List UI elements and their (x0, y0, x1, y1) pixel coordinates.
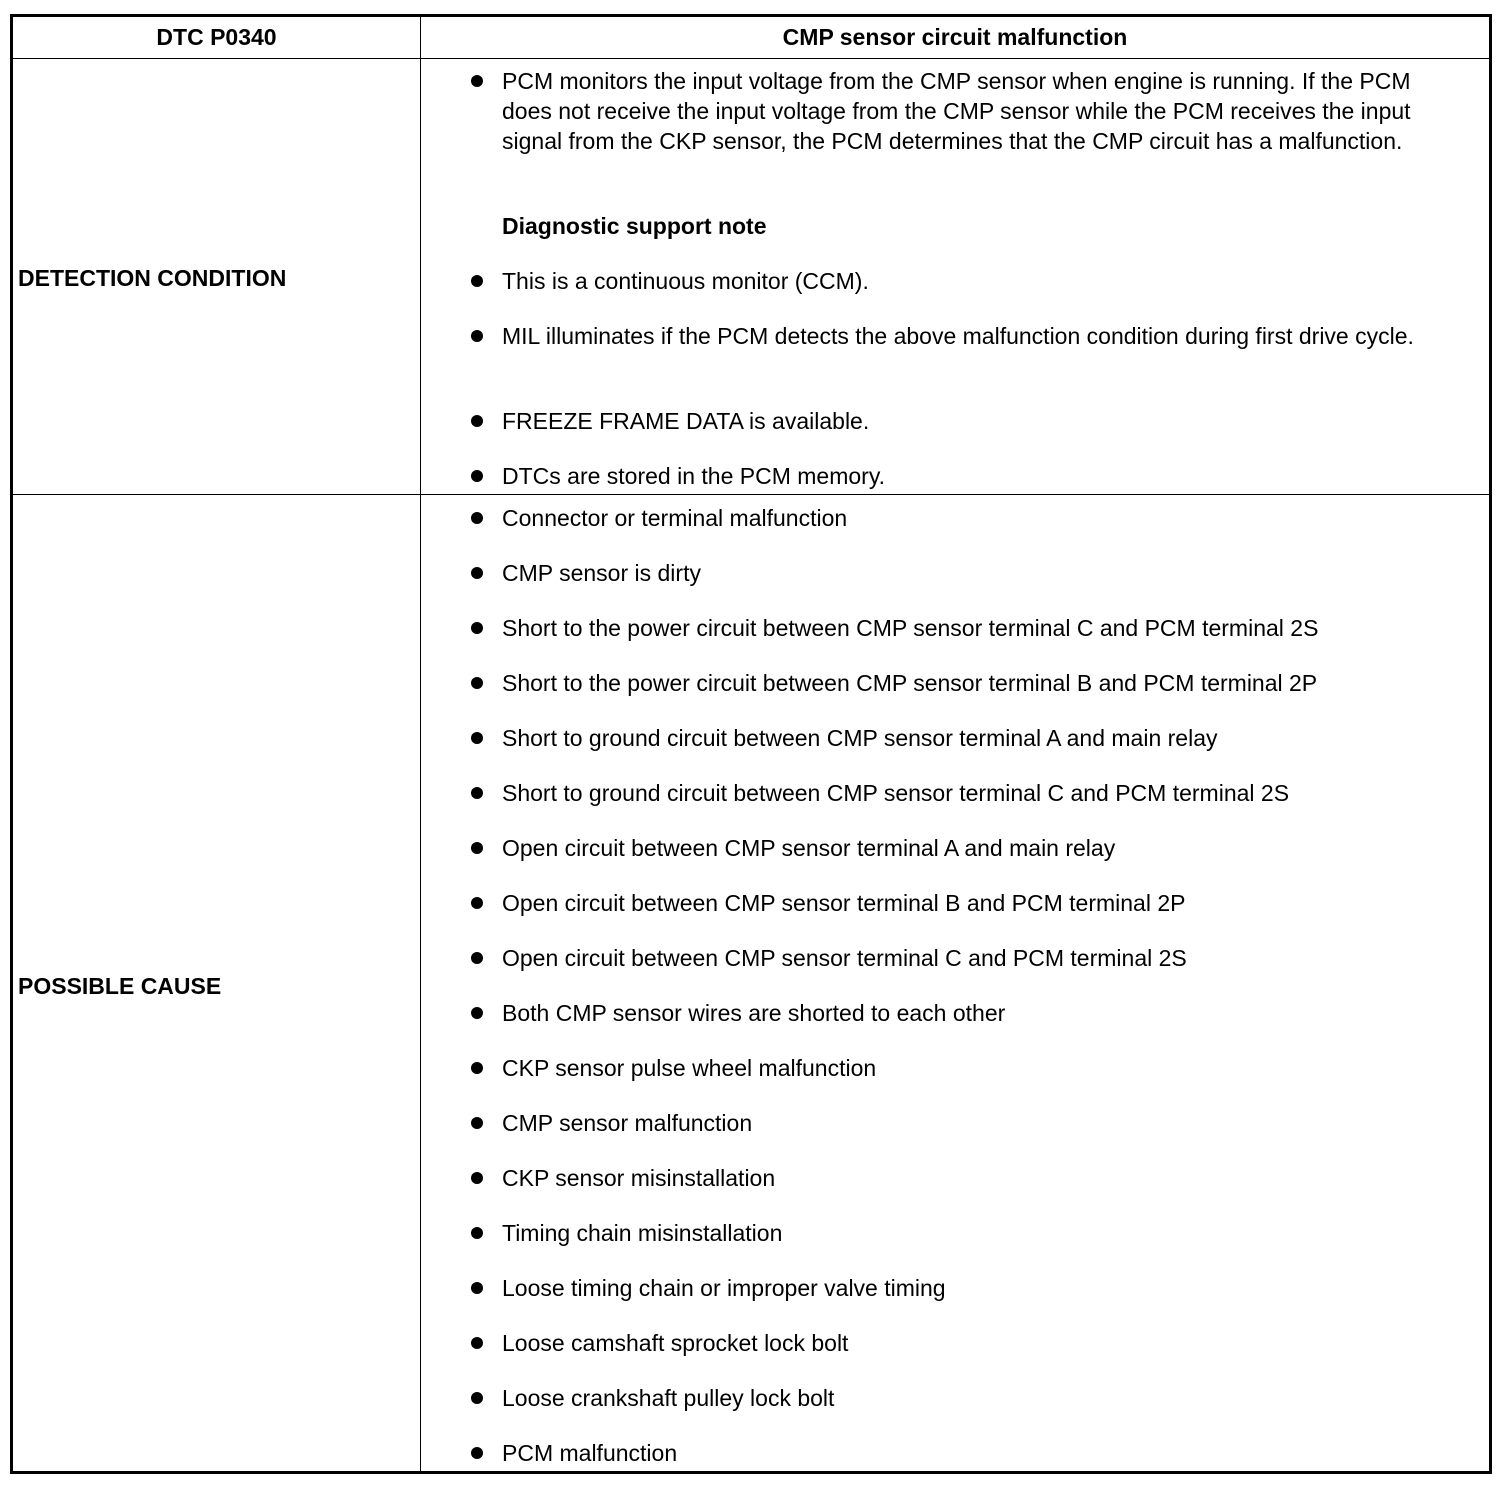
cause-item: CKP sensor pulse wheel malfunction (502, 1053, 1462, 1083)
cause-item: CKP sensor misinstallation (502, 1163, 1462, 1193)
cause-item: Short to ground circuit between CMP sensor terminal C and PCM terminal 2S (502, 778, 1462, 808)
cause-item: Both CMP sensor wires are shorted to each other (502, 998, 1462, 1028)
cause-item: Connector or terminal malfunction (502, 503, 1462, 533)
cause-item: Timing chain misinstallation (502, 1218, 1462, 1248)
dtc-code-header: DTC P0340 (156, 24, 277, 50)
cause-item: PCM malfunction (502, 1438, 1462, 1468)
header-divider (10, 58, 1492, 59)
diagnostic-note-heading: Diagnostic support note (502, 213, 767, 239)
cause-item: Open circuit between CMP sensor terminal B and PCM terminal 2P (502, 888, 1462, 918)
column-divider (420, 14, 421, 1474)
cause-item: Open circuit between CMP sensor terminal C and PCM terminal 2S (502, 943, 1462, 973)
row-divider (10, 494, 1492, 495)
cause-item: Open circuit between CMP sensor terminal A and main relay (502, 833, 1462, 863)
possible-cause-label: POSSIBLE CAUSE (18, 973, 222, 999)
detection-note-item: DTCs are stored in the PCM memory. (502, 461, 1462, 491)
detection-condition-label: DETECTION CONDITION (18, 265, 287, 291)
cause-item: Short to the power circuit between CMP sensor terminal B and PCM terminal 2P (502, 668, 1462, 698)
cause-item: CMP sensor malfunction (502, 1108, 1462, 1138)
cause-item: Loose timing chain or improper valve timing (502, 1273, 1462, 1303)
detection-note-item: This is a continuous monitor (CCM). (502, 266, 1462, 296)
cause-item: Loose crankshaft pulley lock bolt (502, 1383, 1462, 1413)
cause-item: CMP sensor is dirty (502, 558, 1462, 588)
cause-item: Loose camshaft sprocket lock bolt (502, 1328, 1462, 1358)
detection-intro: PCM monitors the input voltage from the CMP sensor when engine is running. If the PCM does not receive the input voltage from the CMP sensor while the PCM receives the input signal from the CKP sensor, the PCM determines that the CMP circuit has a malfunction. (502, 66, 1462, 156)
cause-item: Short to the power circuit between CMP sensor terminal C and PCM terminal 2S (502, 613, 1462, 643)
detection-note-item: MIL illuminates if the PCM detects the above malfunction condition during first drive cycle. (502, 321, 1462, 351)
detection-note-item: FREEZE FRAME DATA is available. (502, 406, 1462, 436)
cause-item: Short to ground circuit between CMP sensor terminal A and main relay (502, 723, 1462, 753)
dtc-title-header: CMP sensor circuit malfunction (782, 24, 1128, 50)
